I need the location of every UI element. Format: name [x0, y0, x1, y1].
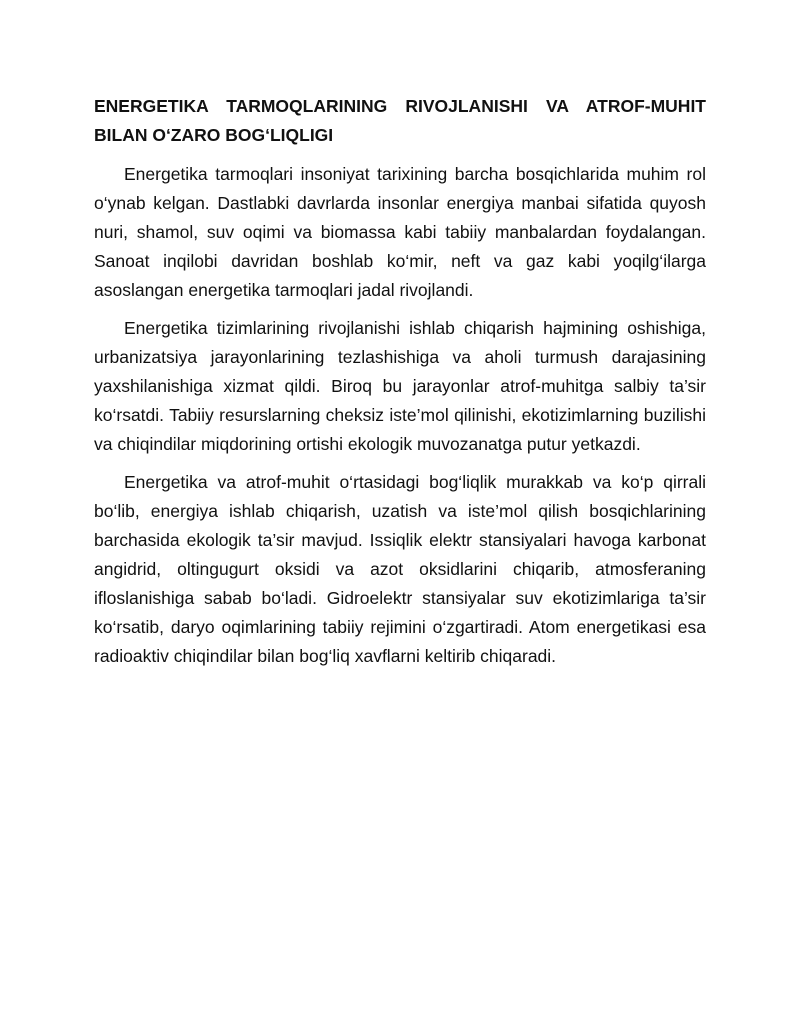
paragraph-2: Energetika tizimlarining rivojlanishi ishlab chiqarish hajmining oshishiga, urbanizatsiya jarayonlarining tezlashishiga va aholi turmush darajasining yaxshilanishiga xizmat qildi. Biroq bu jarayonlar atrof-muhitga salbiy ta’sir ko‘rsatdi. Tabiiy resurslarning cheksiz iste’mol qilinishi, ekotizimlarning buzilishi va chiqindilar miqdorining ortishi ekologik muvozanatga putur yetkazdi.	[94, 318, 706, 454]
paragraph-3: Energetika va atrof-muhit o‘rtasidagi bog‘liqlik murakkab va ko‘p qirrali bo‘lib, energiya ishlab chiqarish, uzatish va iste’mol qilish bosqichlarining barchasida ekologik ta’sir mavjud. Issiqlik elektr stansiyalari havoga karbonat angidrid, oltingugurt oksidi va azot oksidlarini chiqarib, atmosferaning ifloslanishiga sabab bo‘ladi. Gidroelektr stansiyalar suv ekotizimlariga ta’sir ko‘rsatib, daryo oqimlarining tabiiy rejimini o‘zgartiradi. Atom energetikasi esa radioaktiv chiqindilar bilan bog‘liq xavflarni keltirib chiqaradi.	[94, 472, 706, 666]
paragraph-1: Energetika tarmoqlari insoniyat tarixining barcha bosqichlarida muhim rol o‘ynab kelgan. Dastlabki davrlarda insonlar energiya manbai sifatida quyosh nuri, shamol, suv oqimi va biomassa kabi tabiiy manbalardan foydalangan. Sanoat inqilobi davridan boshlab ko‘mir, neft va gaz kabi yoqilg‘ilarga asoslangan energetika tarmoqlari jadal rivojlandi.	[94, 164, 706, 300]
document-body	[94, 92, 706, 680]
document-title: ENERGETIKA TARMOQLARINING RIVOJLANISHI VA ATROF-MUHIT BILAN O‘ZARO BOG‘LIQLIGI	[94, 96, 706, 145]
